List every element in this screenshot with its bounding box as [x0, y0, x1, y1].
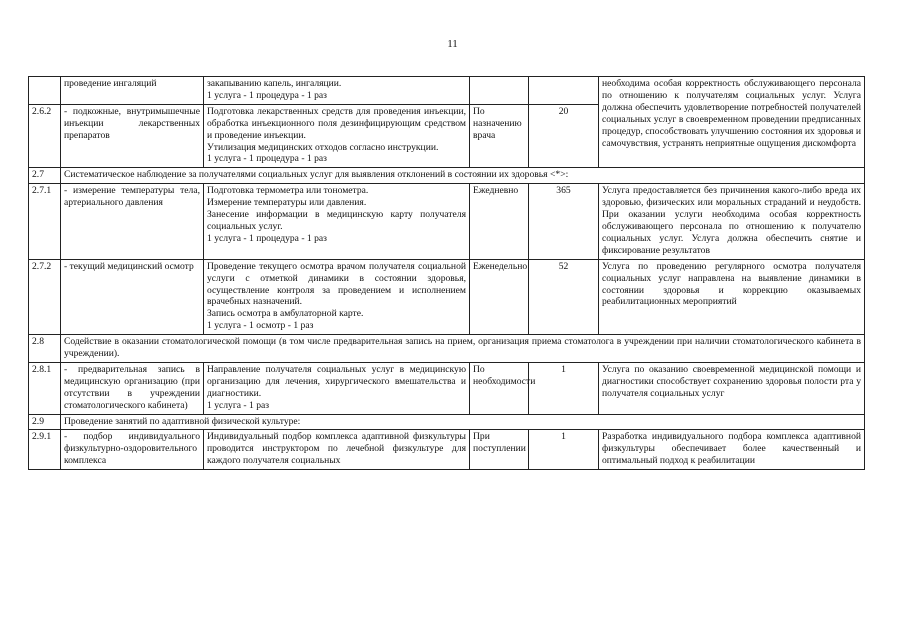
service-name-cell: - подкожные, внутримышечные инъекции лекарственных препаратов [61, 104, 204, 168]
quality-cell: необходима особая корректность обслуживающего персонала по отношению к получателям социальных услуг. Услуга должна обеспечить удовлетворение потребностей получателей социальных услуг в своевременном проведении предписанных процедур, способствовать улучшению состояния их здоровья и самочувствия, устранять неприятные ощущения дискомфорта [599, 77, 865, 168]
description-line: Проведение текущего осмотра врачом получателя социальной услуги с отметкой динамики в состоянии здоровья, осуществление контроля за проведением и исполнением врачебных назначений. [207, 260, 466, 308]
table-row [29, 430, 865, 470]
section-heading: Систематическое наблюдение за получателями социальных услуг для выявления отклонений в состоянии их здоровья <*>: [61, 168, 865, 184]
frequency-cell: По необходимости [470, 362, 529, 414]
table-row [29, 259, 865, 334]
service-name-cell: - измерение температуры тела, артериального давления [61, 184, 204, 259]
service-description-cell [204, 104, 470, 168]
section-heading: Проведение занятий по адаптивной физической культуре: [61, 414, 865, 430]
description-line: Подготовка лекарственных средств для проведения инъекции, обработка инъекционного поля дезинфицирующим средством и проведение инъекции. [207, 105, 466, 141]
description-line: Утилизация медицинских отходов согласно инструкции. [207, 141, 439, 153]
description-line: Измерение температуры или давления. [207, 197, 367, 209]
section-row [29, 414, 865, 430]
service-description-cell [204, 362, 470, 414]
service-name-cell: - подбор индивидуального физкультурно-оздоровительного комплекса [61, 430, 204, 470]
volume-cell: 1 [529, 430, 599, 470]
frequency-cell: По назначению врача [470, 104, 529, 168]
volume-cell: 20 [529, 104, 599, 168]
quality-cell: Услуга по оказанию своевременной медицинской помощи и диагностики способствует сохранению здоровья полости рта у получателя социальных услуг [599, 362, 865, 414]
service-name-cell: проведение ингаляций [61, 77, 204, 105]
description-line: 1 услуга - 1 процедура - 1 раз [207, 232, 327, 244]
section-row [29, 168, 865, 184]
service-description-cell [204, 184, 470, 259]
service-description-cell [204, 77, 470, 105]
service-description-cell [204, 259, 470, 334]
description-line: 1 услуга - 1 осмотр - 1 раз [207, 320, 314, 332]
row-number-cell [29, 77, 61, 105]
service-name-cell: - текущий медицинский осмотр [61, 259, 204, 334]
description-line: Направление получателя социальных услуг в медицинскую организацию для лечения, хирургического вмешательства и диагностики. [207, 363, 466, 399]
page-number: 11 [447, 38, 458, 50]
row-number-cell: 2.6.2 [29, 104, 61, 168]
service-description-cell: Индивидуальный подбор комплекса адаптивной физкультуры проводится инструктором по лечебной физкультуре для каждого получателя социальных [204, 430, 470, 470]
section-heading: Содействие в оказании стоматологической помощи (в том числе предварительная запись на прием, организация приема стоматолога в учреждении при наличии стоматологического кабинета в учреждении). [61, 335, 865, 363]
volume-cell: 365 [529, 184, 599, 259]
row-number-cell: 2.8 [29, 335, 61, 363]
row-number-cell: 2.7.2 [29, 259, 61, 334]
table-row [29, 77, 865, 105]
description-line: Подготовка термометра или тонометра. [207, 185, 369, 197]
frequency-cell: При поступлении [470, 430, 529, 470]
section-row [29, 335, 865, 363]
frequency-cell: Еженедельно [470, 259, 529, 334]
row-number-cell: 2.9.1 [29, 430, 61, 470]
description-line: 1 услуга - 1 процедура - 1 раз [207, 89, 327, 101]
quality-cell: Услуга по проведению регулярного осмотра получателя социальных услуг направлена на выявление динамики в состоянии здоровья и коррекцию оказываемых реабилитационных мероприятий [599, 259, 865, 334]
volume-cell [529, 77, 599, 105]
row-number-cell: 2.7 [29, 168, 61, 184]
description-line: Запись осмотра в амбулаторной карте. [207, 308, 364, 320]
description-line: Занесение информации в медицинскую карту получателя социальных услуг. [207, 209, 466, 232]
row-number-cell: 2.8.1 [29, 362, 61, 414]
table-row [29, 362, 865, 414]
quality-cell: Разработка индивидуального подбора комплекса адаптивной физкультуры обеспечивает более качественный и оптимальный подход к реабилитации [599, 430, 865, 470]
volume-cell: 1 [529, 362, 599, 414]
description-line: закапыванию капель, ингаляции. [207, 78, 342, 89]
frequency-cell [470, 77, 529, 105]
frequency-cell: Ежедневно [470, 184, 529, 259]
description-line: 1 услуга - 1 процедура - 1 раз [207, 153, 327, 165]
quality-cell: Услуга предоставляется без причинения какого-либо вреда их здоровью, физических или моральных страданий и неудобств. При оказании услуги необходима особая корректность обслуживающего персонала по отношению к получателю социальных услуг. Услуга должна обеспечить снятие и фиксирование результатов [599, 184, 865, 259]
table-row [29, 184, 865, 259]
services-table [28, 76, 865, 470]
description-line: 1 услуга - 1 раз [207, 399, 270, 411]
service-name-cell: - предварительная запись в медицинскую организацию (при отсутствии в учреждении стоматологического кабинета) [61, 362, 204, 414]
row-number-cell: 2.9 [29, 414, 61, 430]
volume-cell: 52 [529, 259, 599, 334]
row-number-cell: 2.7.1 [29, 184, 61, 259]
